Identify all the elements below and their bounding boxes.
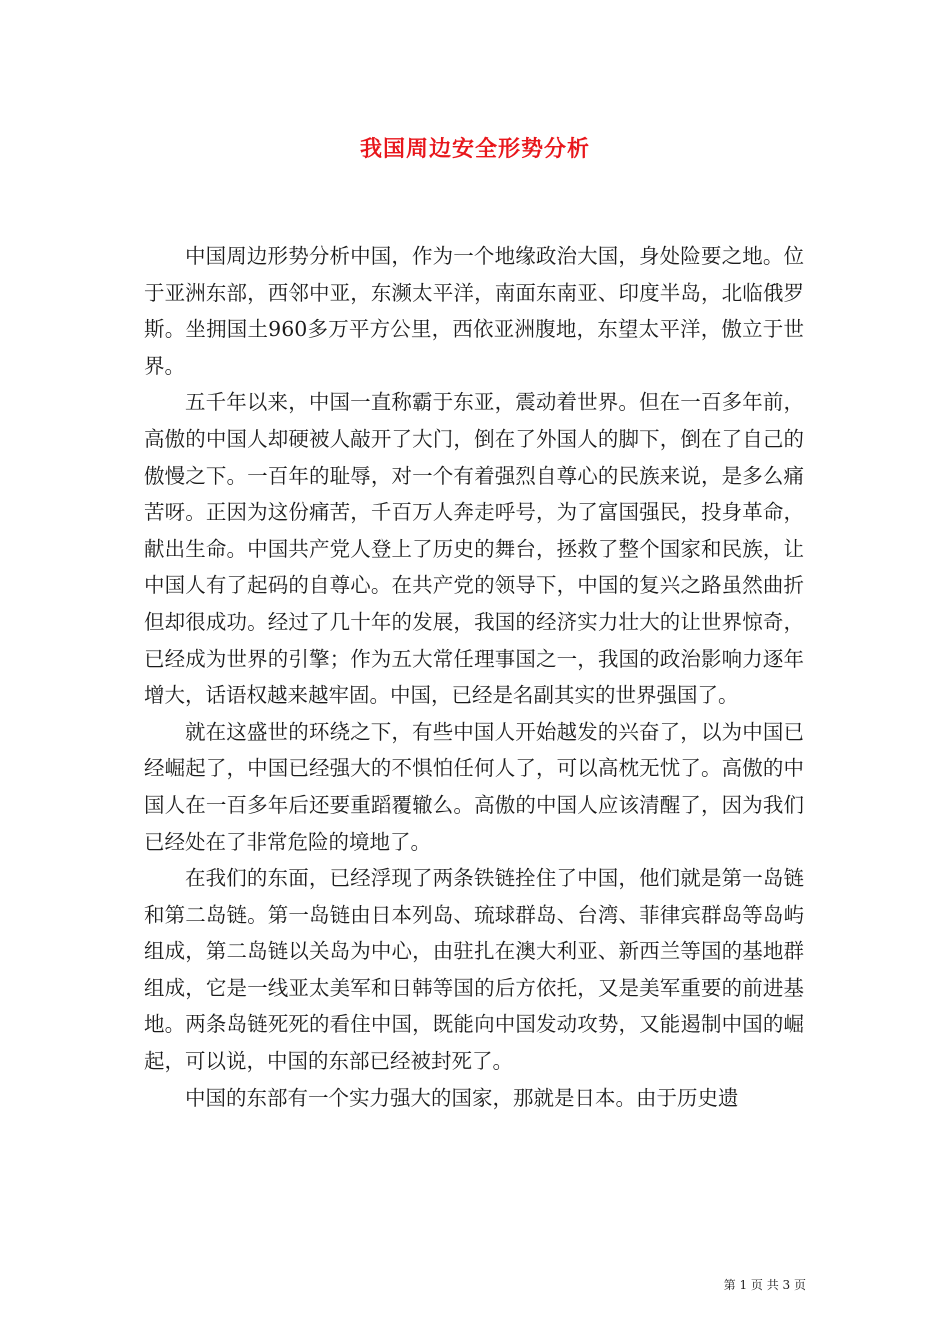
paragraph: 中国周边形势分析中国，作为一个地缘政治大国，身处险要之地。位于亚洲东部，西邻中亚，东濒太平洋，南面东南亚、印度半岛，北临俄罗斯。坐拥国土960多万平方公里，西依亚洲腹地，东望太平洋，傲立于世界。	[144, 244, 804, 378]
document-title: 我国周边安全形势分析	[359, 136, 590, 162]
paragraph: 中国的东部有一个实力强大的国家，那就是日本。由于历史遗	[185, 1085, 739, 1110]
paragraph: 五千年以来，中国一直称霸于东亚，震动着世界。但在一百多年前，高傲的中国人却硬被人敲开了大门，倒在了外国人的脚下，倒在了自己的傲慢之下。一百年的耻辱，对一个有着强烈自尊心的民族来说，是多么痛苦呀。正因为这份痛苦，千百万人奔走呼号，为了富国强民，投身革命，献出生命。中国共产党人登上了历史的舞台，拯救了整个国家和民族，让中国人有了起码的自尊心。在共产党的领导下，中国的复兴之路虽然曲折但却很成功。经过了几十年的发展，我国的经济实力壮大的让世界惊奇，已经成为世界的引擎；作为五大常任理事国之一，我国的政治影响力逐年增大，话语权越来越牢固。中国，已经是名副其实的世界强国了。	[144, 390, 804, 708]
page-number: 第 1 页 共 3 页	[723, 1278, 806, 1292]
document-body	[144, 238, 804, 1116]
paragraph: 在我们的东面，已经浮现了两条铁链拴住了中国，他们就是第一岛链和第二岛链。第一岛链由日本列岛、琉球群岛、台湾、菲律宾群岛等岛屿组成，第二岛链以关岛为中心，由驻扎在澳大利亚、新西兰等国的基地群组成，它是一线亚太美军和日韩等国的后方依托，又是美军重要的前进基地。两条岛链死死的看住中国，既能向中国发动攻势，又能遏制中国的崛起，可以说，中国的东部已经被封死了。	[144, 866, 804, 1074]
paragraph: 就在这盛世的环绕之下，有些中国人开始越发的兴奋了，以为中国已经崛起了，中国已经强大的不惧怕任何人了，可以高枕无忧了。高傲的中国人在一百多年后还要重蹈覆辙么。高傲的中国人应该清醒了，因为我们已经处在了非常危险的境地了。	[144, 719, 804, 854]
